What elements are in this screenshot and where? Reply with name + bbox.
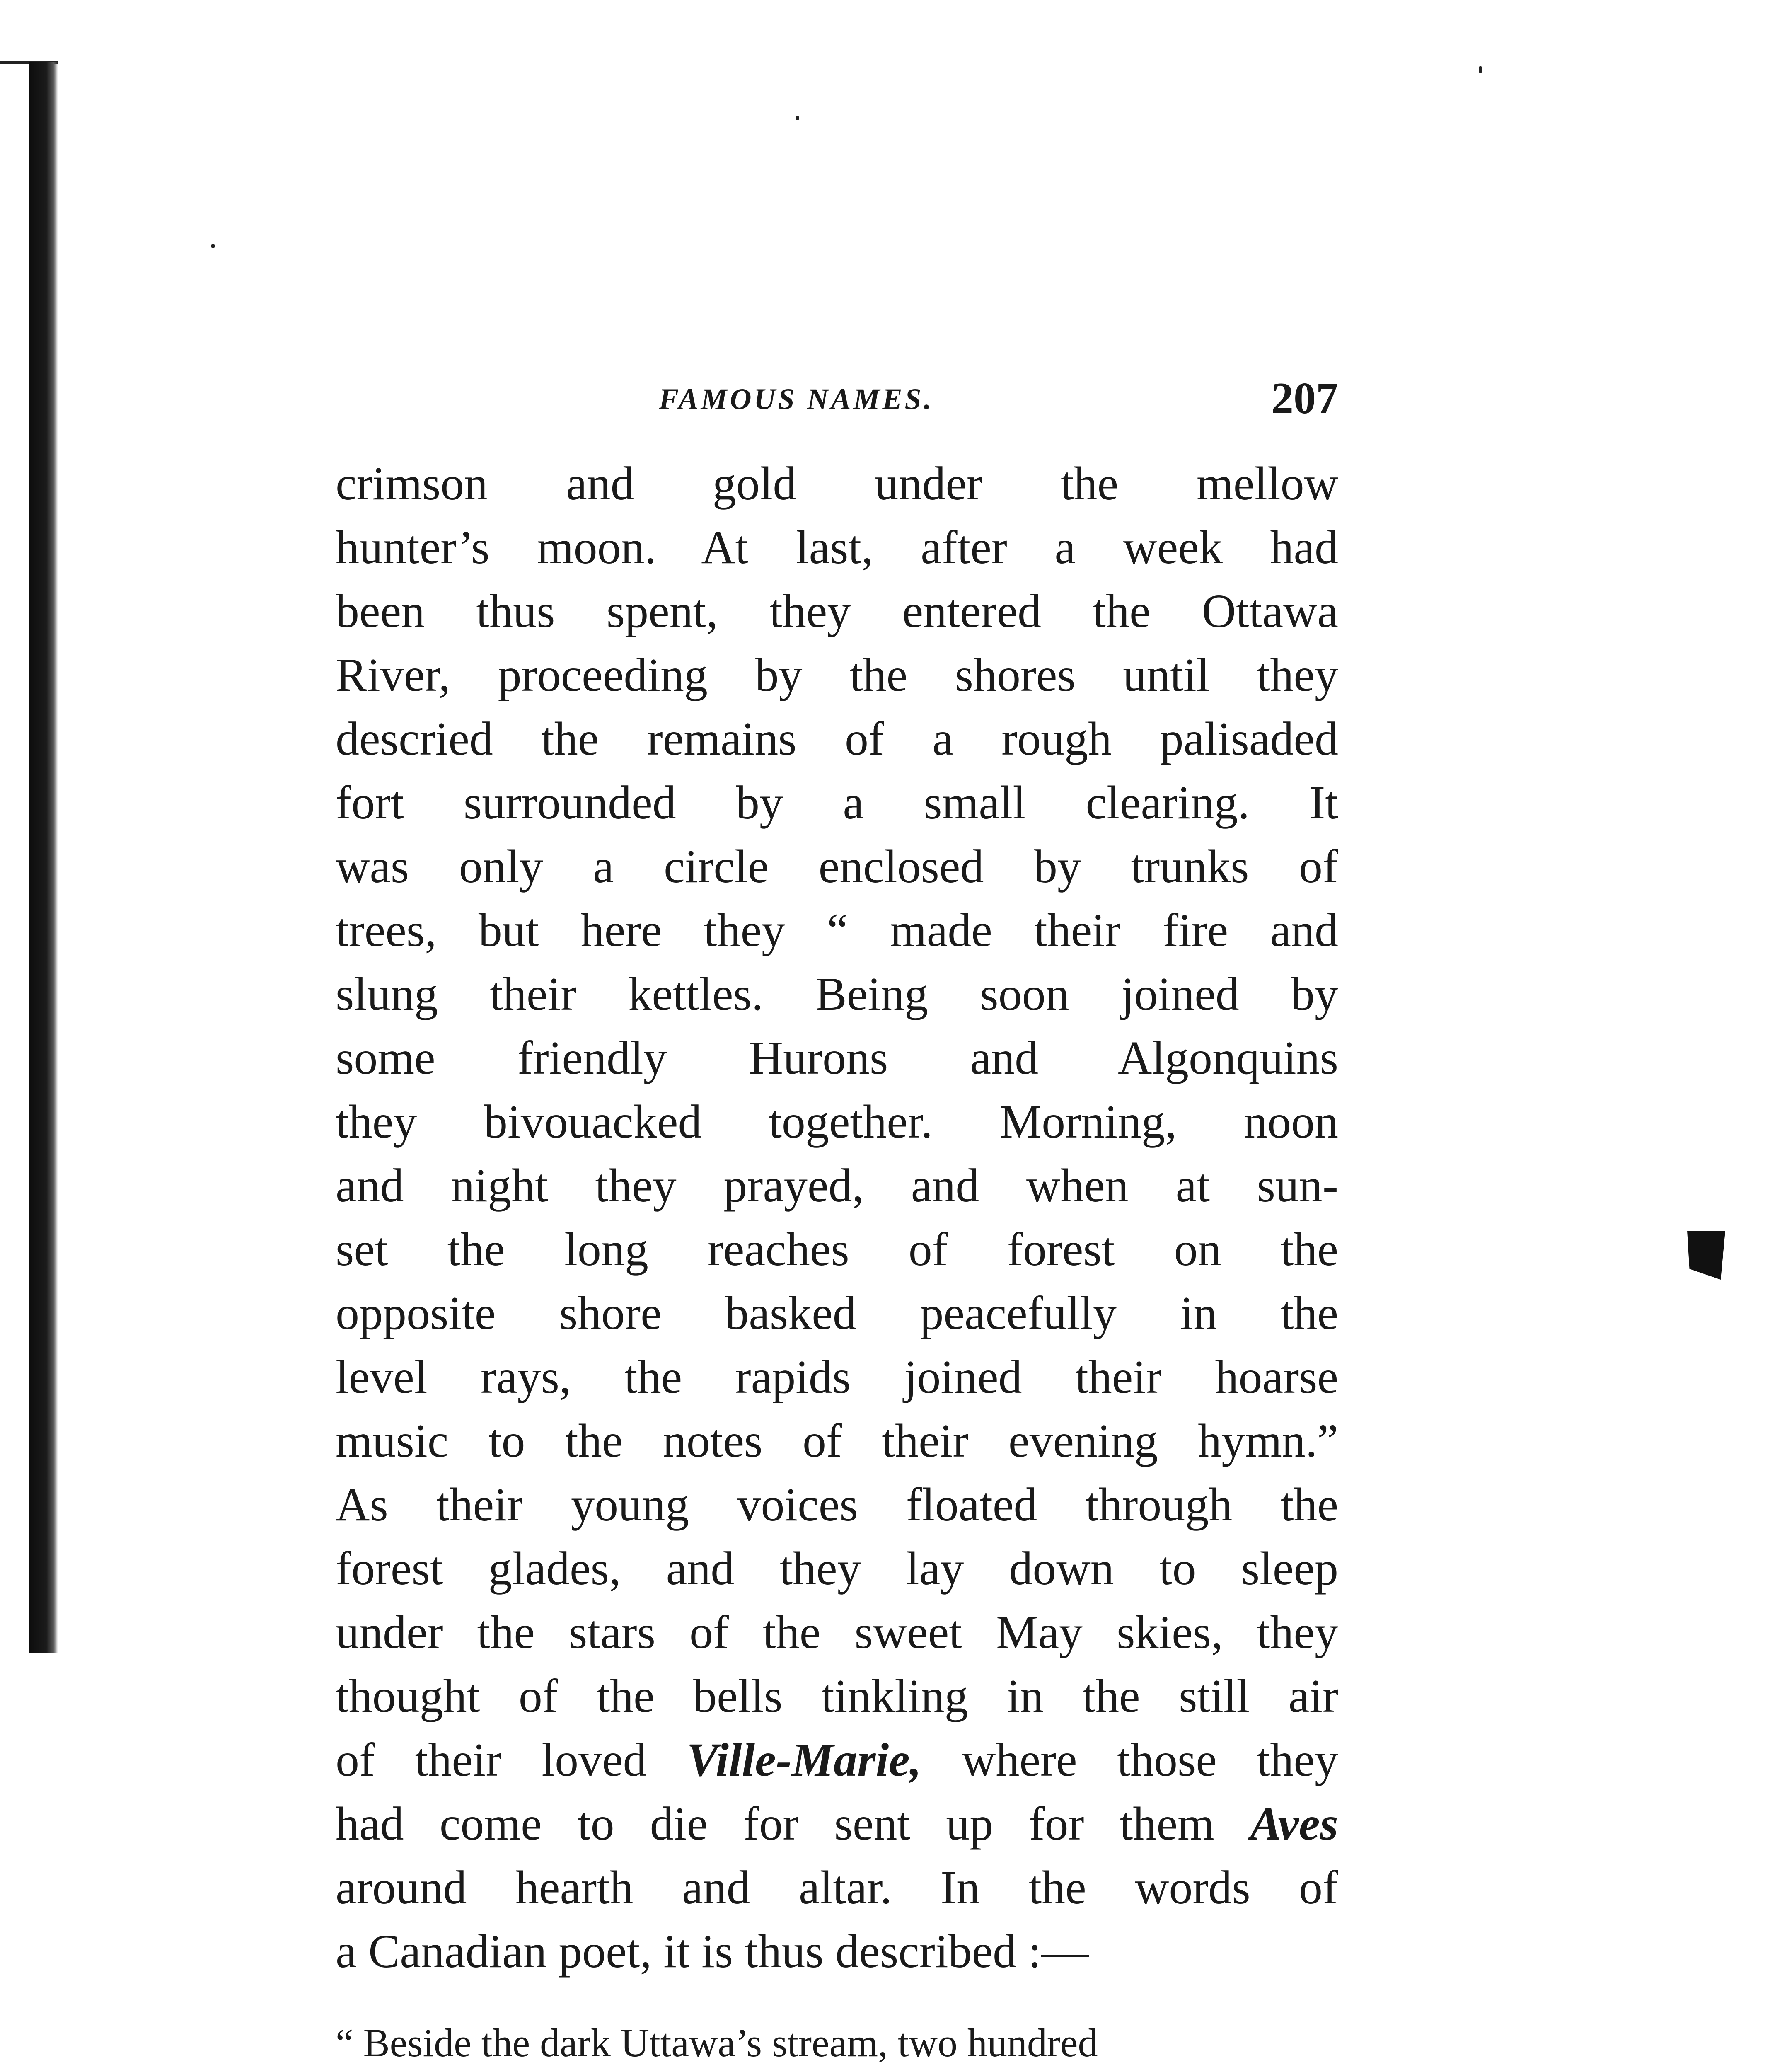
binding-shadow (29, 62, 58, 1653)
text-line: slung their kettles. Being soon joined by (336, 968, 1338, 1020)
text-line: music to the notes of their evening hymn.” (336, 1414, 1338, 1467)
text-line: been thus spent, they entered the Ottawa (336, 585, 1338, 637)
text-line: crimson and gold under the mellow (336, 457, 1338, 510)
verse-quote (336, 2014, 1338, 2072)
text-line: As their young voices floated through the (336, 1478, 1338, 1531)
scan-speck (796, 116, 799, 120)
text-line: hunter’s moon. At last, after a week had (336, 521, 1338, 574)
text-line: fort surrounded by a small clearing. It (336, 776, 1338, 829)
text-segment: had come to die for sent up for them (336, 1797, 1250, 1850)
text-line: trees, but here they “ made their fire and (336, 904, 1338, 956)
text-line: some friendly Hurons and Algonquins (336, 1031, 1338, 1084)
text-line: under the stars of the sweet May skies, they (336, 1606, 1338, 1658)
text-line: opposite shore basked peacefully in the (336, 1287, 1338, 1339)
text-line: thought of the bells tinkling in the still air (336, 1670, 1338, 1722)
page-number: 207 (1271, 374, 1338, 423)
text-segment: where those they (921, 1733, 1338, 1786)
italic-term: Ville-Marie, (687, 1733, 922, 1786)
text-line: a Canadian poet, it is thus described :— (336, 1925, 1089, 1978)
scan-mark (1687, 1231, 1725, 1280)
italic-term: Aves (1250, 1797, 1338, 1850)
running-title: FAMOUS NAMES. (659, 382, 934, 416)
verse-line: “ Beside the dark Uttawa’s stream, two hundred (336, 2021, 1098, 2065)
text-line: around hearth and altar. In the words of (336, 1861, 1338, 1914)
text-line: River, proceeding by the shores until they (336, 649, 1338, 701)
scan-speck (1479, 66, 1482, 73)
text-line: forest glades, and they lay down to sleep (336, 1542, 1338, 1595)
scan-speck (211, 244, 215, 248)
text-line (336, 1728, 1338, 1792)
text-segment: of their loved (336, 1733, 687, 1786)
text-line: and night they prayed, and when at sun- (336, 1159, 1338, 1212)
text-line: level rays, the rapids joined their hoarse (336, 1351, 1338, 1403)
text-line: they bivouacked together. Morning, noon (336, 1095, 1338, 1148)
text-line: set the long reaches of forest on the (336, 1223, 1338, 1276)
text-line: descried the remains of a rough palisaded (336, 712, 1338, 765)
text-line: was only a circle enclosed by trunks of (336, 840, 1338, 893)
text-line (336, 1792, 1338, 1856)
running-head (336, 373, 1338, 431)
body-text (336, 452, 1338, 1983)
